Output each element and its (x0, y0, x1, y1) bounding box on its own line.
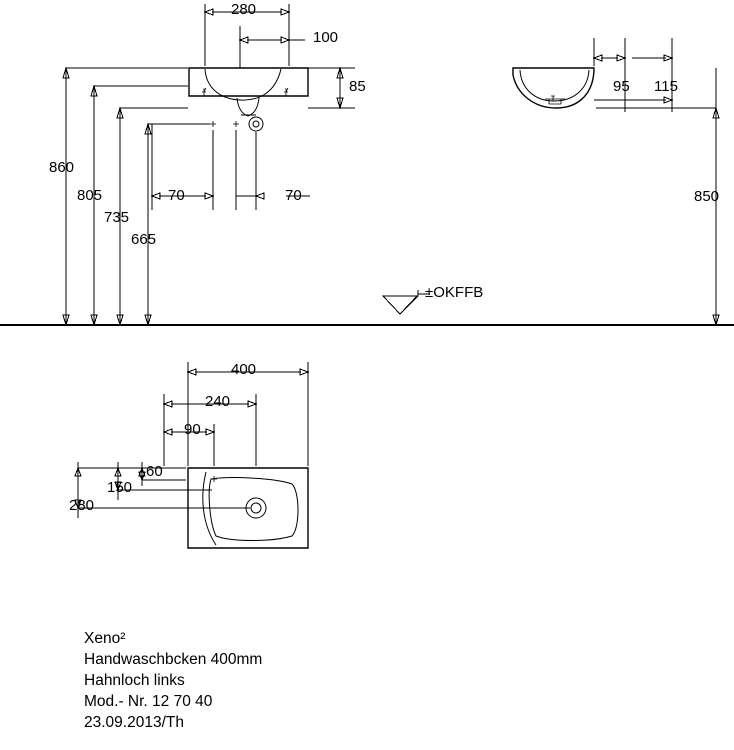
dim-label-60-plan: 60 (146, 463, 163, 480)
dim-label-735: 735 (104, 209, 130, 226)
caption-line-model: Mod.- Nr. 12 70 40 (84, 693, 213, 710)
dim-665 (145, 124, 210, 325)
dim-115-side (625, 38, 672, 112)
dim-label-860: 860 (49, 159, 75, 176)
dim-label-400-plan: 400 (231, 361, 257, 378)
caption-block (84, 628, 262, 733)
caption-line-taphole: Hahnloch links (84, 672, 185, 689)
floor-line (0, 290, 734, 325)
floor-level-label: ±OKFFB (425, 284, 484, 301)
dim-label-70-left: 70 (168, 187, 185, 204)
dim-label-95-side: 95 (613, 78, 630, 95)
side-view-basin (513, 68, 594, 108)
caption-line-type: Handwaschbcken 400mm (84, 651, 263, 668)
dim-85-front (308, 68, 355, 108)
dim-label-805: 805 (77, 187, 103, 204)
dim-label-280-front: 280 (231, 1, 257, 18)
dim-95-side (594, 38, 660, 112)
front-view-tap-holes (210, 117, 263, 131)
dim-label-280-plan: 280 (69, 497, 95, 514)
dim-label-100-front: 100 (313, 29, 339, 46)
dim-805 (91, 86, 188, 325)
dim-label-70-right: 70 (285, 187, 302, 204)
dim-label-115-side: 115 (654, 78, 678, 95)
dim-label-665: 665 (131, 231, 157, 248)
dim-label-850-side: 850 (694, 188, 720, 205)
dim-label-240-plan: 240 (205, 393, 231, 410)
dim-label-90-plan: 90 (184, 421, 201, 438)
dim-label-150-plan: 150 (107, 479, 133, 496)
dim-100-front (240, 26, 305, 68)
dim-label-85-front: 85 (349, 78, 366, 95)
caption-line-product: Xeno² (84, 630, 126, 647)
front-view-basin (189, 68, 308, 116)
caption-line-date: 23.09.2013/Th (84, 714, 184, 731)
